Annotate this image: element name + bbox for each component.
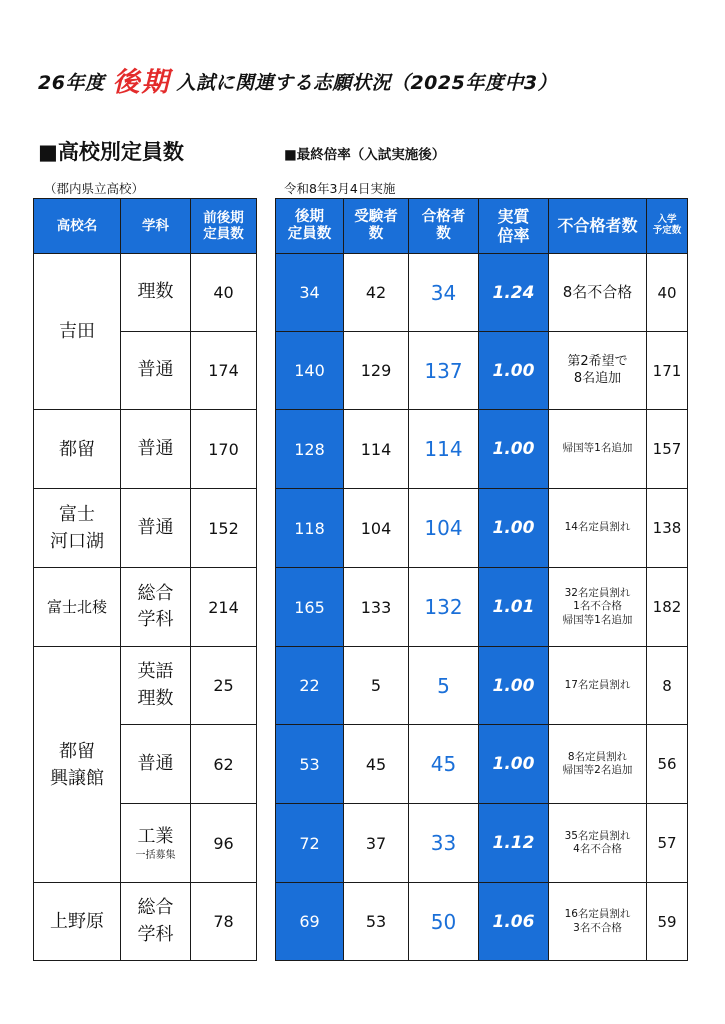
header-passed: 合格者 数 bbox=[409, 199, 479, 254]
table-row bbox=[276, 254, 688, 332]
department: 普通 bbox=[121, 410, 191, 489]
capacity-value: 78 bbox=[191, 883, 257, 961]
examinees-value: 133 bbox=[344, 568, 409, 647]
actual-ratio-value: 1.01 bbox=[479, 568, 549, 647]
failed-remarks: 14名定員割れ bbox=[549, 489, 647, 568]
table-row bbox=[34, 883, 257, 961]
planned-enrollment-value: 56 bbox=[647, 725, 688, 804]
capacity-value: 96 bbox=[191, 804, 257, 883]
table-row bbox=[276, 568, 688, 647]
school-name: 都留 bbox=[34, 410, 121, 489]
school-name: 富士北稜 bbox=[34, 568, 121, 647]
planned-enrollment-value: 157 bbox=[647, 410, 688, 489]
table-row bbox=[34, 647, 257, 725]
failed-remarks: 17名定員割れ bbox=[549, 647, 647, 725]
failed-remarks: 8名定員割れ 帰国等2名追加 bbox=[549, 725, 647, 804]
passed-value: 33 bbox=[409, 804, 479, 883]
table-row bbox=[34, 410, 257, 489]
department: 総合 学科 bbox=[121, 883, 191, 961]
planned-enrollment-value: 57 bbox=[647, 804, 688, 883]
failed-remarks: 第2希望で 8名追加 bbox=[549, 332, 647, 410]
planned-enrollment-value: 171 bbox=[647, 332, 688, 410]
header-school-name: 高校名 bbox=[34, 199, 121, 254]
passed-value: 34 bbox=[409, 254, 479, 332]
table-row bbox=[276, 725, 688, 804]
capacity-value: 40 bbox=[191, 254, 257, 332]
capacity-value: 152 bbox=[191, 489, 257, 568]
late-quota-value: 69 bbox=[276, 883, 344, 961]
failed-remarks: 16名定員割れ 3名不合格 bbox=[549, 883, 647, 961]
late-quota-value: 72 bbox=[276, 804, 344, 883]
examinees-value: 42 bbox=[344, 254, 409, 332]
capacity-table bbox=[33, 198, 257, 961]
header-department: 学科 bbox=[121, 199, 191, 254]
examinees-value: 114 bbox=[344, 410, 409, 489]
capacity-value: 170 bbox=[191, 410, 257, 489]
table-row bbox=[34, 489, 257, 568]
department: 英語 理数 bbox=[121, 647, 191, 725]
final-ratio-table bbox=[275, 198, 688, 961]
table-row bbox=[276, 647, 688, 725]
late-quota-value: 128 bbox=[276, 410, 344, 489]
late-quota-value: 53 bbox=[276, 725, 344, 804]
department-note: 一括募集 bbox=[135, 850, 176, 862]
school-name: 吉田 bbox=[34, 254, 121, 410]
actual-ratio-value: 1.00 bbox=[479, 410, 549, 489]
late-quota-value: 165 bbox=[276, 568, 344, 647]
actual-ratio-value: 1.24 bbox=[479, 254, 549, 332]
late-quota-value: 34 bbox=[276, 254, 344, 332]
right-section-heading: ■最終倍率（入試実施後） bbox=[284, 147, 446, 163]
school-name: 上野原 bbox=[34, 883, 121, 961]
table-row bbox=[34, 568, 257, 647]
late-quota-value: 118 bbox=[276, 489, 344, 568]
failed-remarks: 帰国等1名追加 bbox=[549, 410, 647, 489]
table-row bbox=[34, 254, 257, 332]
table-row bbox=[276, 332, 688, 410]
department: 普通 bbox=[121, 332, 191, 410]
table-row bbox=[276, 489, 688, 568]
department: 総合 学科 bbox=[121, 568, 191, 647]
school-name: 富士 河口湖 bbox=[34, 489, 121, 568]
planned-enrollment-value: 59 bbox=[647, 883, 688, 961]
header-examinees: 受験者 数 bbox=[344, 199, 409, 254]
capacity-value: 174 bbox=[191, 332, 257, 410]
page-title bbox=[38, 58, 557, 97]
capacity-value: 214 bbox=[191, 568, 257, 647]
passed-value: 104 bbox=[409, 489, 479, 568]
table-row bbox=[276, 804, 688, 883]
passed-value: 45 bbox=[409, 725, 479, 804]
right-section-subheading: 令和8年3月4日実施 bbox=[284, 181, 396, 196]
late-quota-value: 22 bbox=[276, 647, 344, 725]
examinees-value: 45 bbox=[344, 725, 409, 804]
failed-remarks: 32名定員割れ 1名不合格 帰国等1名追加 bbox=[549, 568, 647, 647]
header-late-quota: 後期 定員数 bbox=[276, 199, 344, 254]
examinees-value: 37 bbox=[344, 804, 409, 883]
planned-enrollment-value: 40 bbox=[647, 254, 688, 332]
late-quota-value: 140 bbox=[276, 332, 344, 410]
title-highlight: 後期 bbox=[112, 67, 171, 98]
department: 理数 bbox=[121, 254, 191, 332]
passed-value: 132 bbox=[409, 568, 479, 647]
actual-ratio-value: 1.06 bbox=[479, 883, 549, 961]
department: 普通 bbox=[121, 725, 191, 804]
header-planned-enrollment: 入学 予定数 bbox=[647, 199, 688, 254]
actual-ratio-value: 1.00 bbox=[479, 725, 549, 804]
passed-value: 137 bbox=[409, 332, 479, 410]
header-actual-ratio: 実質 倍率 bbox=[479, 199, 549, 254]
passed-value: 114 bbox=[409, 410, 479, 489]
planned-enrollment-value: 138 bbox=[647, 489, 688, 568]
department: 普通 bbox=[121, 489, 191, 568]
actual-ratio-value: 1.00 bbox=[479, 647, 549, 725]
actual-ratio-value: 1.12 bbox=[479, 804, 549, 883]
planned-enrollment-value: 8 bbox=[647, 647, 688, 725]
table-row bbox=[276, 883, 688, 961]
title-suffix: 入試に関連する志願状況（2025年度中3） bbox=[176, 72, 558, 94]
capacity-value: 62 bbox=[191, 725, 257, 804]
examinees-value: 129 bbox=[344, 332, 409, 410]
examinees-value: 5 bbox=[344, 647, 409, 725]
school-name: 都留 興譲館 bbox=[34, 647, 121, 883]
header-total-capacity: 前後期 定員数 bbox=[191, 199, 257, 254]
title-prefix: 26年度 bbox=[38, 72, 105, 94]
header-failed-count: 不合格者数 bbox=[549, 199, 647, 254]
department: 工業 一括募集 bbox=[121, 804, 191, 883]
left-section-heading: ■高校別定員数 bbox=[38, 140, 184, 164]
left-section-subheading: （郡内県立高校） bbox=[44, 181, 145, 196]
failed-remarks: 8名不合格 bbox=[549, 254, 647, 332]
capacity-value: 25 bbox=[191, 647, 257, 725]
capacity-table-header bbox=[34, 199, 257, 254]
passed-value: 50 bbox=[409, 883, 479, 961]
actual-ratio-value: 1.00 bbox=[479, 489, 549, 568]
planned-enrollment-value: 182 bbox=[647, 568, 688, 647]
passed-value: 5 bbox=[409, 647, 479, 725]
final-ratio-table-header bbox=[276, 199, 688, 254]
table-row bbox=[276, 410, 688, 489]
actual-ratio-value: 1.00 bbox=[479, 332, 549, 410]
failed-remarks: 35名定員割れ 4名不合格 bbox=[549, 804, 647, 883]
examinees-value: 53 bbox=[344, 883, 409, 961]
examinees-value: 104 bbox=[344, 489, 409, 568]
